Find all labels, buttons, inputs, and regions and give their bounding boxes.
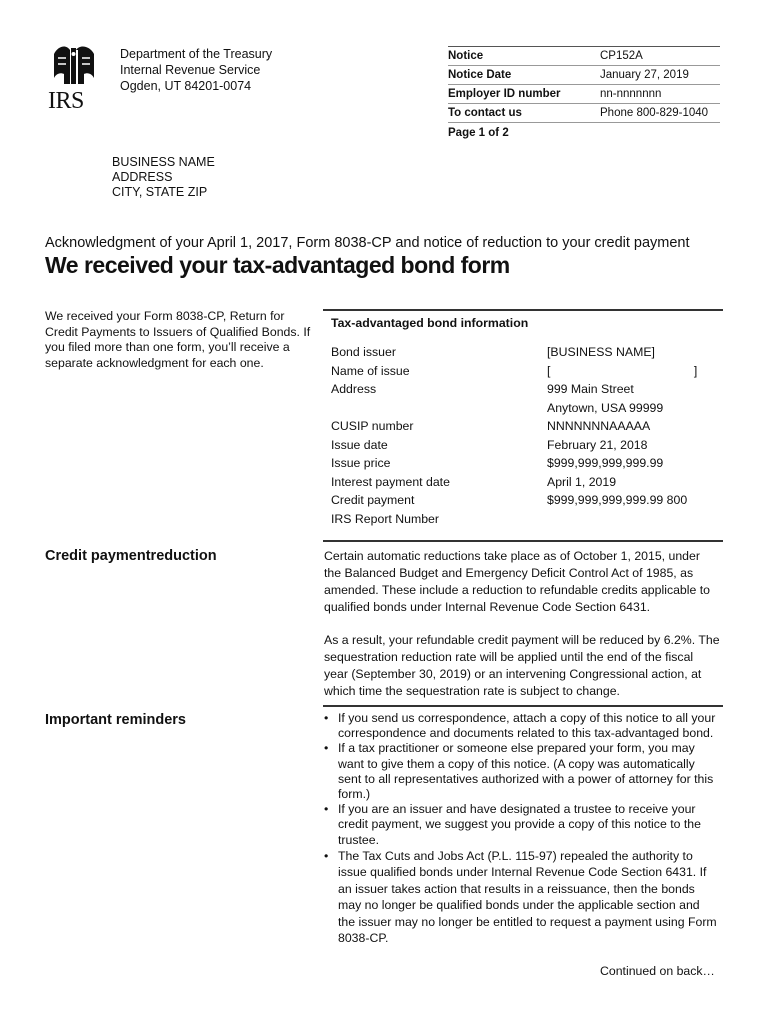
bond-row: [323, 510, 723, 529]
recipient-address: [112, 155, 215, 200]
bond-label: Address: [331, 382, 377, 396]
list-item: • If you are an issuer and have designated a trustee to receive your credit payment, we suggest you provide a copy of this notice to the trustee.: [316, 802, 720, 848]
logo-text: IRS: [48, 88, 84, 114]
bond-value: 999 Main Street: [547, 382, 634, 396]
notice-value: CP152A: [600, 50, 643, 62]
bond-label: Issue date: [331, 437, 388, 452]
list-item: • If a tax practitioner or someone else prepared your form, you may want to give them a copy of this notice. (A copy was automatically sent to all representatives authorized with a power of attorney for this form.): [316, 741, 720, 802]
bond-label: Name of issue: [331, 363, 410, 378]
bond-row: [323, 454, 723, 473]
bond-info-table: [323, 343, 723, 528]
notice-label: Employer ID number: [448, 88, 561, 100]
notice-label: To contact us: [448, 107, 522, 119]
reminders-heading: Important reminders: [45, 712, 186, 728]
bond-row: [323, 473, 723, 492]
notice-row: [448, 103, 720, 123]
credit-reduction-paragraph: As a result, your refundable credit payment will be reduced by 6.2%. The sequestration reduction rate will be applied until the end of the fiscal year (September 30, 2019) or an intervening Congressional action, at which time the sequestration rate is subject to change.: [324, 633, 720, 698]
bond-row: [323, 436, 723, 455]
notice-label: Notice Date: [448, 69, 512, 81]
recipient-line: ADDRESS: [112, 170, 173, 184]
bond-label: Bond issuer: [331, 345, 396, 359]
credit-reduction-paragraph: Certain automatic reductions take place as of October 1, 2015, under the Balanced Budget and Emergency Deficit Control Act of 1985, as amended. These include a reduction to refundable credits applicable to qualified bonds under Internal Revenue Code Section 6431.: [324, 549, 711, 614]
bond-row: [323, 417, 723, 436]
intro-text: We received your Form 8038-CP, Return for Credit Payments to Issuers of Qualified Bonds. If you filed more than one form, you’ll receive a separate acknowledgment for each one.: [45, 309, 311, 370]
irs-logo: [48, 44, 102, 114]
eagle-emblem-icon: [48, 44, 98, 86]
bond-value: $999,999,999,999.99 800: [547, 493, 688, 507]
bond-label: [323, 399, 547, 418]
notice-label: Notice: [448, 50, 484, 62]
agency-line: Department of the Treasury: [120, 47, 273, 61]
agency-address: [120, 46, 272, 94]
notice-row: [448, 84, 720, 103]
bond-value: [BUSINESS NAME]: [547, 345, 655, 359]
credit-reduction-heading: Credit paymentreduction: [45, 548, 217, 564]
bond-value: April 1, 2019: [547, 474, 617, 489]
bond-row: [323, 380, 723, 399]
agency-line: Internal Revenue Service: [120, 63, 261, 77]
bond-row: [323, 362, 723, 381]
bond-value: NNNNNNNAAAAA: [547, 419, 651, 433]
bond-label: Interest payment date: [331, 474, 450, 489]
page-title: We received your tax-advantaged bond form: [45, 252, 510, 278]
acknowledgment-line: Acknowledgment of your April 1, 2017, Form 8038-CP and notice of reduction to your credit payment: [45, 235, 690, 251]
notice-info-box: [448, 46, 720, 139]
bond-value: [547, 510, 723, 529]
bond-row: [323, 399, 723, 418]
notice-row: [448, 46, 720, 65]
notice-value: Phone 800-829-1040: [600, 107, 709, 119]
notice-value: nn-nnnnnnn: [600, 88, 662, 100]
reminders-list: [316, 711, 720, 947]
page-number: Page 1 of 2: [448, 127, 509, 139]
section-divider: [323, 705, 723, 707]
bond-value: [ ]: [547, 363, 698, 378]
bond-label: Issue price: [331, 456, 391, 470]
bond-row: [323, 491, 723, 510]
list-item: • The Tax Cuts and Jobs Act (P.L. 115-97) repealed the authority to issue qualified bonds under Internal Revenue Code Section 6431. If an issuer takes action that results in a reissuance, then the bonds may no longer be qualified bonds under the applicable section and the issuer may no longer be entitled to request a payment using Form 8038-CP.: [316, 848, 720, 947]
bond-label: IRS Report Number: [331, 511, 439, 526]
recipient-line: CITY, STATE ZIP: [112, 185, 208, 199]
bond-info-title: Tax-advantaged bond information: [331, 316, 529, 330]
recipient-line: BUSINESS NAME: [112, 155, 215, 169]
bond-row: [323, 343, 723, 362]
bond-label: CUSIP number: [331, 419, 414, 433]
bond-info-section: [323, 309, 723, 528]
continued-note: Continued on back…: [600, 964, 715, 978]
bond-value: February 21, 2018: [547, 437, 648, 452]
list-item: • If you send us correspondence, attach a copy of this notice to all your correspondence and documents related to this tax-advantaged bond.: [316, 711, 720, 741]
notice-row: [448, 65, 720, 84]
section-divider: [323, 540, 723, 542]
bond-value: Anytown, USA 99999: [547, 400, 664, 415]
bond-value: $999,999,999,999.99: [547, 456, 664, 470]
bond-label: Credit payment: [331, 493, 415, 507]
notice-value: January 27, 2019: [600, 69, 689, 81]
agency-line: Ogden, UT 84201-0074: [120, 79, 252, 93]
